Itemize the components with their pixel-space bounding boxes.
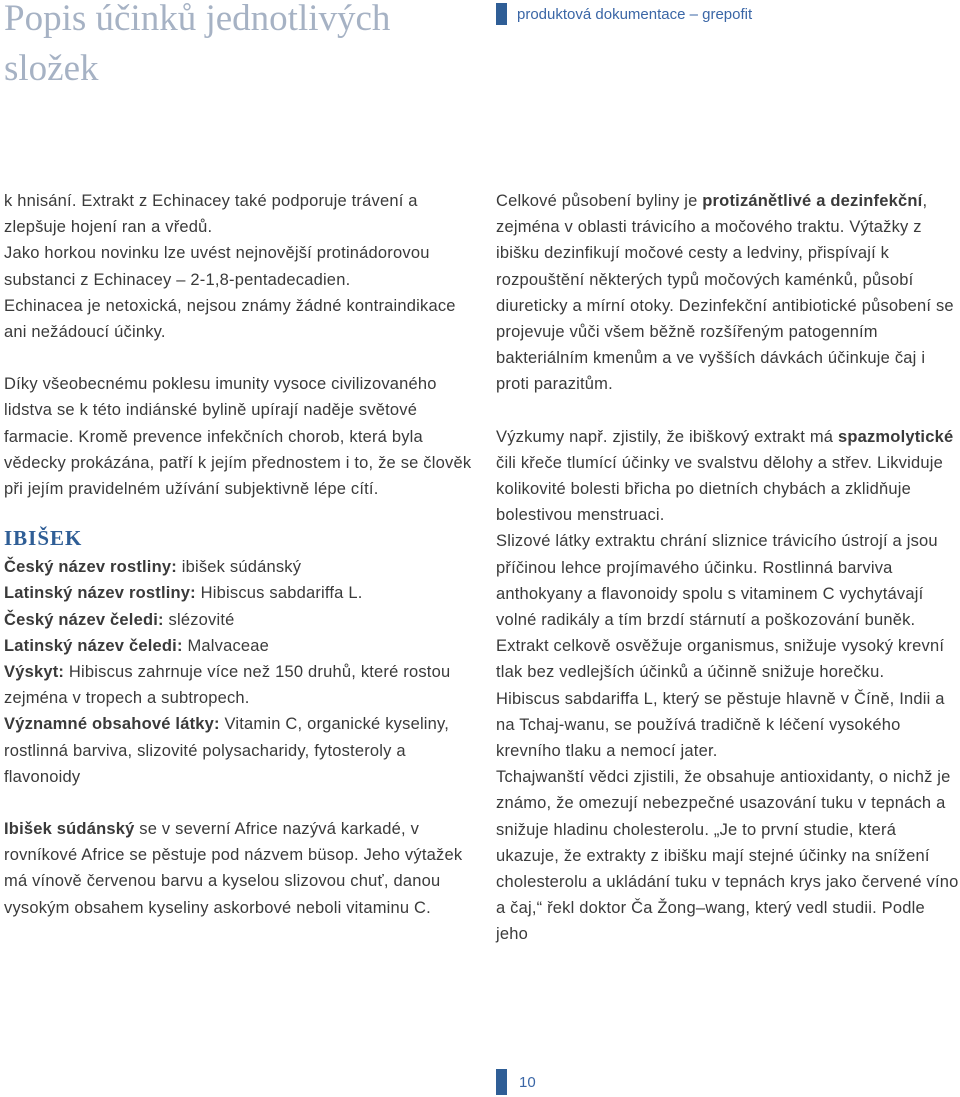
paragraph-text: Výzkumy např. zjistily, že ibiškový extrakt má [496, 427, 838, 446]
emphasis: spazmolytické [837, 427, 954, 446]
info-value: Hibiscus sabdariffa L. [195, 584, 363, 603]
info-row [4, 659, 476, 711]
paragraph-text: , zejména v oblasti trávicího a močového traktu. Výtažky z ibišku dezinfikují močové cesty a ledviny, přispívají k rozpouštění některých typů močových kaménků, působí diureticky a mírní otoky. Dezinfekční antibiotické působení se projevuje vůči všem běžně rozšířeným patogenním bakteriálním kmenům a ve vyšších dávkách účinkuje čaj i proti parazitům. [496, 192, 954, 394]
page-footer [496, 1069, 536, 1095]
info-row [4, 580, 476, 606]
right-column [496, 188, 960, 948]
paragraph [4, 816, 476, 921]
paragraph-text: čili křeče tlumící účinky ve svalstvu dělohy a střev. Likviduje kolikovité bolesti břicha po dietních chybách a zklidňuje bolestivou menstruaci. [496, 453, 943, 525]
document-tag [496, 3, 752, 25]
info-label: Český název čeledi: [4, 610, 164, 629]
accent-bar [496, 3, 507, 25]
info-value: Malvaceae [182, 636, 270, 655]
info-value: Vitamin C, organické kyseliny, rostlinná barviva, slizovité polysacharidy, fytosteroly a flavonoidy [4, 715, 450, 786]
document-tag-text: produktová dokumentace – grepofit [517, 5, 753, 23]
plant-info [4, 554, 476, 790]
info-value: Hibiscus zahrnuje více než 150 druhů, které rostou zejména v tropech a subtropech. [4, 663, 451, 708]
paragraph [496, 188, 960, 398]
info-row [4, 633, 476, 659]
page-number: 10 [519, 1073, 536, 1091]
info-label: Výskyt: [4, 663, 65, 682]
paragraph: Tchajwanští vědci zjistili, že obsahuje antioxidanty, o nichž je známo, že omezují nebezpečné usazování tuku v tepnách a snižuje hladinu cholesterolu. „Je to první studie, která ukazuje, že extrakty z ibišku mají stejné účinky na snížení cholesterolu a ukládání tuku v tepnách krys jako červené víno a čaj,“ řekl doktor Ča Žong–wang, který vedl studii. Podle jeho [496, 768, 959, 944]
emphasis: protizánětlivé a dezinfekční [702, 192, 923, 210]
info-label: Latinský název rostliny: [4, 584, 196, 603]
paragraph: Slizové látky extraktu chrání sliznice trávicího ústrojí a jsou příčinou lehce projímavého účinku. Rostlinná barviva anthokyany a flavonoidy spolu s vitaminem C vychytávají volné radikály a tím brzdí stárnutí a poškozování buněk. Extrakt celkově osvěžuje organismus, snižuje vysoký krevní tlak bez vedlejších účinků a účinně snižuje horečku. [496, 532, 945, 682]
paragraph: Hibiscus sabdariffa L, který se pěstuje hlavně v Číně, Indii a na Tchaj-wanu, se používá tradičně k léčení vysokého krevního tlaku a nemocí jater. [496, 689, 945, 761]
info-value: slézovité [163, 610, 235, 629]
paragraph [496, 424, 960, 529]
paragraph: Díky všeobecnému poklesu imunity vysoce civilizovaného lidstva se k této indiánské bylině upírají naděje světové farmacie. Kromě prevence infekčních chorob, která byla vědecky prokázána, patří k jejím přednostem i to, že se člověk při jejím pravidelném užívání subjektivně lépe cítí. [4, 375, 472, 499]
info-row [4, 607, 476, 633]
info-row [4, 711, 476, 790]
info-label: Český název rostliny: [4, 558, 177, 577]
accent-bar [496, 1069, 507, 1095]
page-title: Popis účinků jednotlivých složek [4, 0, 391, 89]
info-value: ibišek súdánský [176, 558, 302, 577]
paragraph-text: se v severní Africe nazývá karkadé, v rovníkové Africe se pěstuje pod názvem büsop. Jeho výtažek má vínově červenou barvu a kyselou slizovou chuť, danou vysokým obsahem kyseliny askorbové neboli vitaminu C. [4, 820, 463, 917]
paragraph: Echinacea je netoxická, nejsou známy žádné kontraindikace ani nežádoucí účinky. [4, 296, 456, 342]
info-label: Latinský název čeledi: [4, 636, 183, 655]
left-column [4, 188, 476, 921]
info-label: Významné obsahové látky: [4, 715, 220, 734]
paragraph-text: Celkové působení byliny je [496, 192, 703, 210]
emphasis: Ibišek súdánský [4, 820, 135, 839]
paragraph: Jako horkou novinku lze uvést nejnovější protinádorovou substanci z Echinacey – 2-1,8-pentadecadien. [4, 244, 430, 289]
section-heading: IBIŠEK [4, 526, 83, 551]
info-row [4, 554, 476, 580]
paragraph: k hnisání. Extrakt z Echinacey také podporuje trávení a zlepšuje hojení ran a vředů. [4, 192, 418, 237]
